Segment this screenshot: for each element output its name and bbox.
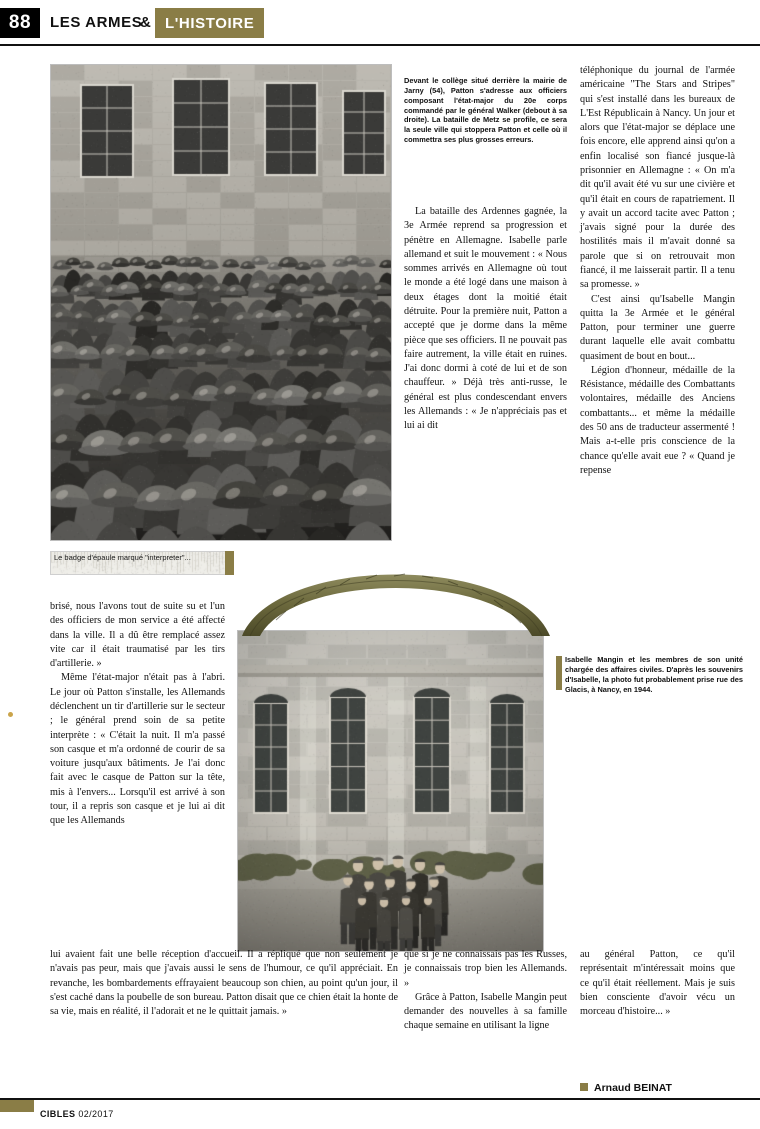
footer-issue: 02/2017	[78, 1109, 114, 1119]
column-bottom-left	[50, 948, 398, 1019]
square-bullet-icon	[580, 1083, 588, 1091]
paragraph: Grâce à Patton, Isabelle Mangin peut demander des nouvelles à sa famille chaque semaine en utilisant la ligne	[404, 991, 567, 1032]
footer-divider	[0, 1098, 760, 1100]
column-right-top	[580, 64, 735, 478]
author-signature	[580, 1082, 672, 1094]
header-title: LES ARMES	[50, 14, 143, 31]
column-left-middle	[50, 600, 225, 829]
author-name: Arnaud BEINAT	[594, 1082, 672, 1094]
column-bottom-right	[580, 948, 735, 1019]
photo-mangin-unit	[237, 630, 544, 952]
footer-accent-tab	[0, 1100, 34, 1112]
column-middle-top	[404, 205, 567, 434]
column-bottom-middle	[404, 948, 567, 1034]
page-number: 88	[0, 8, 40, 38]
header-ampersand: &	[140, 14, 151, 31]
wreath-decoration	[236, 536, 556, 641]
caption-badge: Le badge d'épaule marqué "interpreter"...	[54, 553, 191, 562]
paragraph: brisé, nous l'avons tout de suite su et l'un des officiers de mon service a été affecté dans la ville. Il a dû être remplacé assez vite car il était traumatisé par les tirs d'artillerie. »	[50, 601, 225, 670]
paragraph: La bataille des Ardennes gagnée, la 3e Armée reprend sa progression et pénètre en Allemagne. Isabelle parle allemand et suit le mouvement : « Nous sommes arrivés en Allemagne où tout le monde a été logé dans une maison à deux étages dont la moitié était détruite. Pour la première nuit, Patton a accepté que je dorme dans la même pièce que ses officiers. Il ne pouvait pas faire autrement, la ville était en ruines. J'ai donc dormi à coté de lui et de son chauffeur. » Déjà très anti-russe, le général est plus condescendant envers les Allemands : « Je n'appréciais pas et lui ai dit	[404, 206, 567, 432]
header-highlight: L'HISTOIRE	[155, 8, 264, 38]
paragraph: lui avaient fait une belle réception d'accueil. Il a répliqué que non seulement je n'avais pas peur, mais que j'avais aussi le sens de l'humour, ce qu'il appréciait. En revanche, les bombardements effrayaient beaucoup son chien, au point qu'un jour, il s'est caché dans la poubelle de son bureau. Patton disait que ce chien était la honte de sa vie, mais en réalité, il l'adorait et ne le quittait jamais. »	[50, 949, 398, 1018]
paragraph: que si je ne connaissais pas les Russes, je connaissais trop bien les Allemands. »	[404, 949, 567, 989]
footer-text	[40, 1109, 114, 1119]
paragraph: Même l'état-major n'était pas à l'abri. Le jour où Patton s'installe, les Allemands déclenchent un tir d'artillerie sur le secteur ; le général prend soin de sa petite interprète : « C'était la nuit. Il m'a passé son casque et m'a ordonné de courir de sa voiture jusqu'aux bâtiments. Je l'ai donc fait avec le casque de Patton sur la tête, mis à l'envers... Lorsqu'il est arrivé à son tour, il a repris son casque et je lui ai dit que les Allemands	[50, 672, 225, 827]
photo-patton-troops	[50, 64, 392, 541]
page-header	[0, 0, 760, 46]
accent-tab-badge	[225, 551, 234, 575]
registration-dot-icon	[8, 712, 13, 717]
paragraph: téléphonique du journal de l'armée américaine "The Stars and Stripes" qui s'est installé dans les bureaux de L'Est Républicain à Nancy. Un jour et alors que l'état-major se déplace une fois encore, elle apprend ainsi qu'on a enfin localisé son fiancé jusque-là prisonnier en Allemagne : « On m'a dit qu'il avait été vu sur une civière et qu'il était en cours de rapatriement. Il y avait un accord tacite avec Patton ; j'avais signé pour la durée des hostilités mais il m'avait donné sa parole que si on retrouvait mon fiancé, il me laisserait partir. Il a tenu sa promesse. »	[580, 65, 735, 291]
paragraph: Légion d'honneur, médaille de la Résistance, médaille des Combattants volontaires, médaille des Anciens combattants... et même la médaille des 50 ans de traducteur assermenté ! Mais a-t-elle pris conscience de la chance qu'elle avait eue ? « Quand je repense	[580, 364, 735, 476]
paragraph: C'est ainsi qu'Isabelle Mangin quitta la 3e Armée et le général Patton, pour terminer une guerre durant laquelle elle avait combattu quasiment de bout en bout...	[580, 293, 735, 362]
caption-mangin-unit: Isabelle Mangin et les membres de son unité chargée des affaires civiles. D'après les souvenirs d'Isabelle, la photo fut probablement prise rue des Glacis, à Nancy, en 1944.	[556, 655, 743, 694]
header-divider	[0, 44, 760, 46]
paragraph: au général Patton, ce qu'il représentait m'intéressait moins que ce qu'il était réellement. Mais je suis bien consciente d'avoir vécu un morceau d'histoire... »	[580, 949, 735, 1018]
caption-jarny: Devant le collège situé derrière la mairie de Jarny (54), Patton s'adresse aux officiers composant l'état-major du 20e corps commandé par le général Walker (debout à sa droite). La bataille de Metz se profile, ce sera la seule ville qui stoppera Patton et celle où il commettra ses plus grosses erreurs.	[404, 76, 567, 145]
footer-brand: CIBLES	[40, 1109, 76, 1119]
